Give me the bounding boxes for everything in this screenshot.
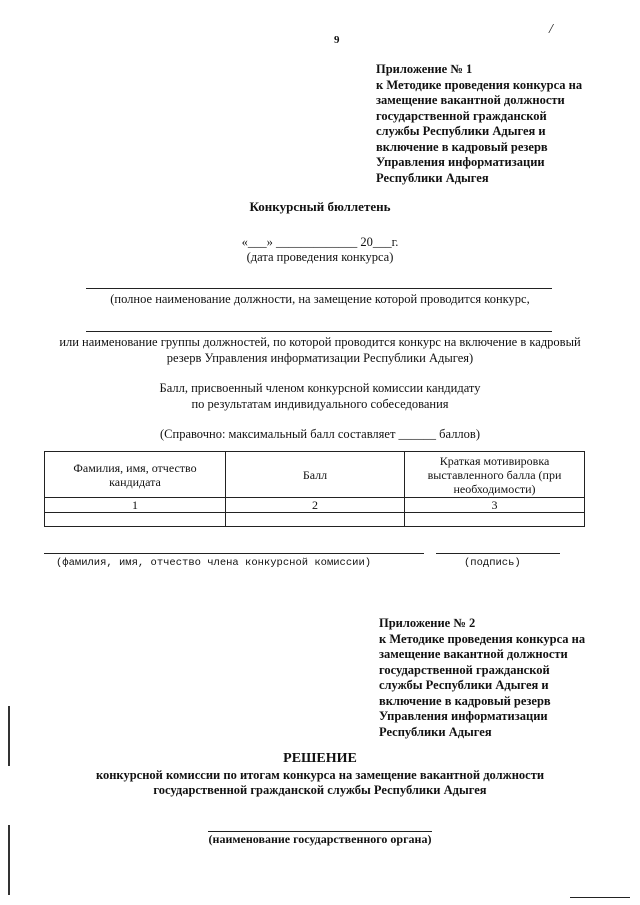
ballot-table: [44, 451, 585, 527]
table-row: [45, 513, 585, 527]
score-heading-2: по результатам индивидуального собеседования: [191, 397, 449, 411]
appendix-2-line: службы Республики Адыгея и: [379, 678, 549, 692]
decision-title: РЕШЕНИЕ: [283, 751, 357, 766]
scan-edge-line: [570, 897, 630, 898]
position-caption-1: (полное наименование должности, на замещение которой проводится конкурс,: [110, 292, 530, 306]
org-caption: (наименование государственного органа): [208, 832, 432, 846]
appendix-2-line: включение в кадровый резерв: [379, 693, 551, 708]
page-number: 9: [334, 34, 340, 46]
position-fill-line-2: [86, 331, 552, 332]
score-heading-1: Балл, присвоенный членом конкурсной комиссии кандидату: [159, 381, 481, 395]
position-caption-2b: резерв Управления информатизации Республики Адыгея): [166, 351, 474, 365]
member-name-caption: (фамилия, имя, отчество члена конкурсной комиссии): [56, 557, 372, 569]
table-cell: [405, 513, 585, 527]
ballot-date-caption: (дата проведения конкурса): [246, 250, 394, 264]
member-name-line: [44, 553, 424, 554]
appendix-1-line: к Методике проведения конкурса на: [376, 77, 583, 92]
table-number-row: [45, 498, 585, 513]
decision-subtitle-2: государственной гражданской службы Республики Адыгея: [153, 783, 487, 797]
appendix-1-line: замещение вакантной должности: [376, 93, 565, 107]
table-header-row: [45, 452, 585, 498]
scan-edge-mark: [8, 706, 10, 766]
ballot-title: Конкурсный бюллетень: [249, 199, 391, 214]
signature-line: [436, 553, 560, 554]
position-fill-line-1: [86, 288, 552, 289]
appendix-1-line: службы Республики Адыгея и: [376, 124, 546, 138]
max-score-reference: (Справочно: максимальный балл составляет ______ баллов): [160, 427, 480, 441]
column-number: 3: [405, 498, 585, 513]
table-cell: [45, 513, 226, 527]
appendix-1-line: Республики Адыгея: [376, 170, 489, 185]
appendix-1-line: Приложение № 1: [376, 62, 473, 76]
table-cell: [226, 513, 405, 527]
signature-caption: (подпись): [464, 557, 521, 569]
scan-edge-mark: [8, 825, 10, 895]
appendix-1-block: [376, 62, 616, 186]
position-caption-2a: или наименование группы должностей, по которой проводится конкурс на включение в кадровый: [59, 335, 581, 349]
ballot-date-line: «___» _____________ 20___г.: [241, 235, 399, 249]
appendix-2-line: Управления информатизации: [379, 709, 548, 723]
appendix-2-line: к Методике проведения конкурса на: [379, 631, 586, 646]
appendix-1-line: государственной гражданской: [376, 108, 547, 123]
appendix-1-line: Управления информатизации: [376, 155, 545, 169]
appendix-2-line: замещение вакантной должности: [379, 647, 568, 661]
appendix-2-block: [379, 616, 619, 740]
column-number: 2: [226, 498, 405, 513]
header-candidate-name: Фамилия, имя, отчество кандидата: [45, 452, 226, 498]
appendix-2-line: Приложение № 2: [379, 616, 476, 630]
appendix-1-line: включение в кадровый резерв: [376, 139, 548, 154]
appendix-2-line: государственной гражданской: [379, 662, 550, 677]
column-number: 1: [45, 498, 226, 513]
header-score: Балл: [226, 452, 405, 498]
decision-subtitle-1: конкурсной комиссии по итогам конкурса на замещение вакантной должности: [95, 768, 545, 782]
corner-mark: /: [549, 22, 553, 37]
appendix-2-line: Республики Адыгея: [379, 724, 492, 739]
header-motivation: Краткая мотивировка выставленного балла (при необходимости): [405, 452, 585, 498]
